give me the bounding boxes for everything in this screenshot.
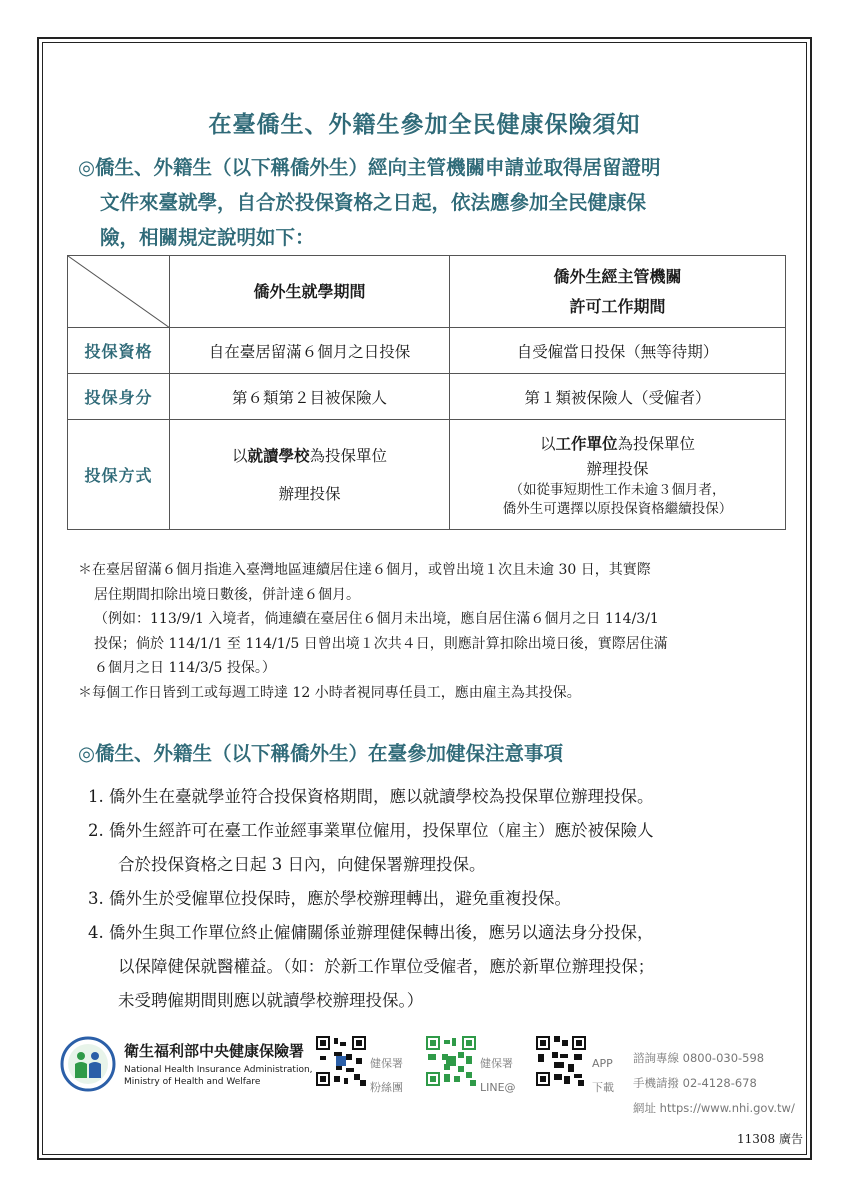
table-cell: 自受僱當日投保（無等待期） bbox=[450, 328, 786, 374]
diagonal-header-cell bbox=[68, 256, 170, 328]
intro-line-3: 險，相關規定說明如下： bbox=[100, 226, 315, 249]
qr-code-facebook-icon[interactable] bbox=[316, 1036, 366, 1086]
table-row bbox=[68, 374, 786, 420]
mobile-hotline: 手機請撥 02-4128-678 bbox=[633, 1076, 757, 1090]
table-row bbox=[68, 328, 786, 374]
note-1-line-2: 居住期間扣除出境日數後，併計達６個月。 bbox=[94, 586, 360, 603]
insurance-table bbox=[67, 255, 786, 530]
qr-code-line-icon[interactable] bbox=[426, 1036, 476, 1086]
nhi-logo-icon bbox=[60, 1036, 116, 1092]
list-item: 4. 僑外生與工作單位終止僱傭關係並辦理健保轉出後，應另以適法身分投保， bbox=[88, 923, 654, 942]
notes-block bbox=[78, 558, 798, 705]
col-header-study: 僑外生就學期間 bbox=[170, 256, 450, 328]
list-item: 2. 僑外生經許可在臺工作並經事業單位僱用，投保單位（雇主）應於被保險人 bbox=[88, 821, 654, 840]
table-cell: 第６類第２目被保險人 bbox=[170, 374, 450, 420]
qr-label-line: 健保署 LINE@ bbox=[480, 1057, 516, 1094]
example-line-2: 投保；倘於 114/1/1 至 114/1/5 日曾出境１次共４日，則應計算扣除出境日後，實際居住滿 bbox=[94, 635, 668, 652]
table-cell: 以工作單位為投保單位 辦理投保 （如從事短期性工作未逾３個月者， 僑外生可選擇以原投保資格繼續投保） bbox=[450, 420, 786, 530]
section-2-title: ◎僑生、外籍生（以下稱僑外生）在臺參加健保注意事項 bbox=[78, 742, 564, 765]
table-row bbox=[68, 420, 786, 530]
row-label-eligibility: 投保資格 bbox=[68, 328, 170, 374]
intro-line-1: ◎僑生、外籍生（以下稱僑外生）經向主管機關申請並取得居留證明 bbox=[78, 156, 661, 179]
note-1-line-1: ＊在臺居留滿６個月指進入臺灣地區連續居住達６個月，或曾出境１次且未逾 30 日，其實際 bbox=[78, 562, 651, 578]
row-label-identity: 投保身分 bbox=[68, 374, 170, 420]
list-item-cont: 以保障健保就醫權益。（如：於新工作單位受僱者，應於新單位辦理投保； bbox=[118, 957, 655, 976]
row-label-method: 投保方式 bbox=[68, 420, 170, 530]
list-item: 3. 僑外生於受僱單位投保時，應於學校辦理轉出，避免重複投保。 bbox=[88, 889, 571, 908]
qr-label-app: APP 下載 bbox=[592, 1057, 614, 1094]
example-line-3: ６個月之日 114/3/5 投保。） bbox=[94, 660, 276, 676]
notice-list bbox=[88, 780, 788, 1018]
hotline: 諮詢專線 0800-030-598 bbox=[633, 1051, 765, 1065]
table-cell: 以就讀學校為投保單位 辦理投保 bbox=[170, 420, 450, 530]
diagonal-line bbox=[68, 256, 170, 328]
intro-paragraph bbox=[78, 150, 778, 255]
table-cell: 第１類被保險人（受僱者） bbox=[450, 374, 786, 420]
organization-name: 衛生福利部中央健康保險署 National Health Insurance Administration, Ministry of Health and Welfare bbox=[124, 1042, 313, 1087]
qr-label-facebook: 健保署 粉絲團 bbox=[370, 1057, 403, 1094]
contact-info bbox=[633, 1046, 795, 1121]
table-cell: 自在臺居留滿６個月之日投保 bbox=[170, 328, 450, 374]
page-title: 在臺僑生、外籍生參加全民健康保險須知 bbox=[208, 111, 641, 138]
qr-code-app-icon[interactable] bbox=[536, 1036, 586, 1086]
note-2: ＊每個工作日皆到工或每週工時達 12 小時者視同專任員工，應由雇主為其投保。 bbox=[78, 684, 581, 701]
list-item: 1. 僑外生在臺就學並符合投保資格期間，應以就讀學校為投保單位辦理投保。 bbox=[88, 787, 654, 806]
example-line-1: （例如：113/9/1 入境者，倘連續在臺居住６個月未出境，應自居住滿６個月之日 114/3/1 bbox=[94, 611, 659, 627]
ad-code: 11308 廣告 bbox=[737, 1132, 803, 1146]
list-item-cont: 合於投保資格之日起 3 日內，向健保署辦理投保。 bbox=[118, 855, 486, 874]
table-header-row bbox=[68, 256, 786, 328]
intro-line-2: 文件來臺就學，自合於投保資格之日起，依法應參加全民健康保 bbox=[100, 191, 647, 214]
col-header-work: 僑外生經主管機關 許可工作期間 bbox=[450, 256, 786, 328]
website-link[interactable]: 網址 https://www.nhi.gov.tw/ bbox=[633, 1101, 795, 1115]
list-item-cont: 未受聘僱期間則應以就讀學校辦理投保。） bbox=[118, 991, 424, 1010]
